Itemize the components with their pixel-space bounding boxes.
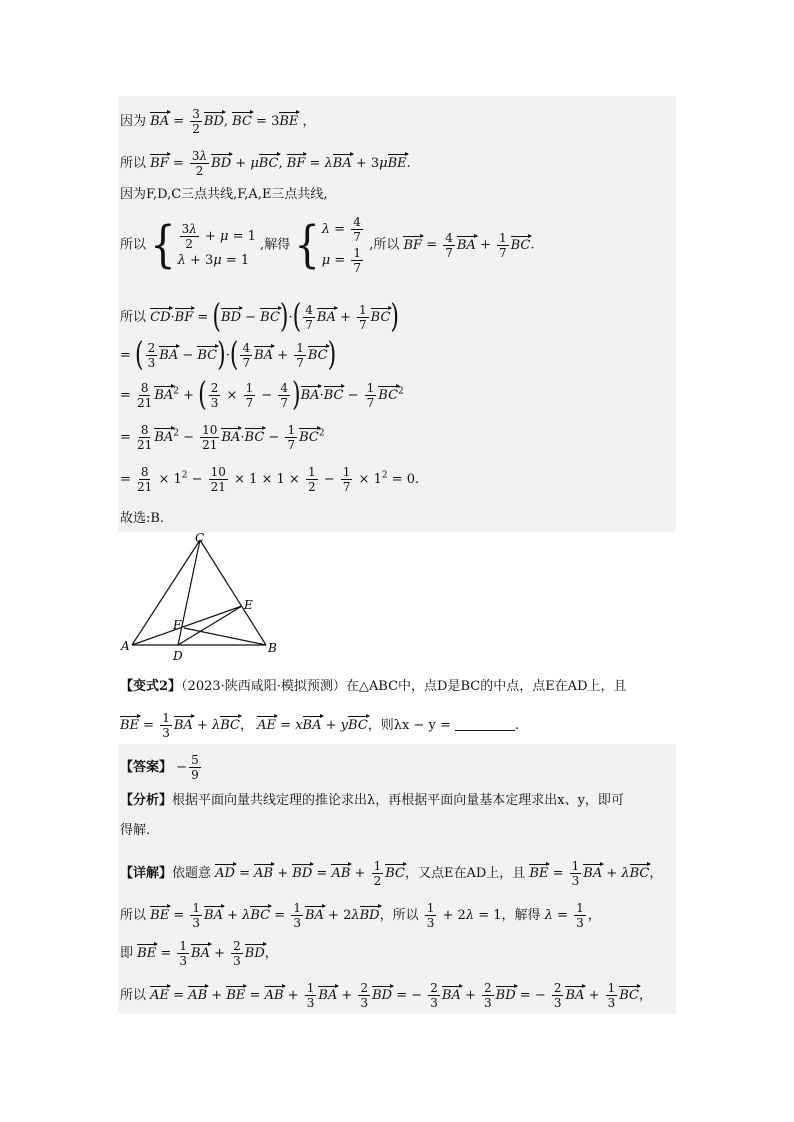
detail-line-2: 所以 BE = $\frac{1}{3}$ BA + λBC = $\frac{1}{3}$ BA + 2λBD，所以 $\frac{1}{3}$ + 2λ = 1，解得 λ = $\frac{1}{3}$ ， bbox=[120, 901, 601, 930]
label-B: B bbox=[268, 641, 277, 655]
label-F: F bbox=[173, 618, 182, 632]
answer-line: 【答案】 − $\frac{5}{9}$ bbox=[120, 753, 199, 782]
line-6: = ( $\frac{2}{3}$ BA − BC)·( $\frac{4}{7}$ BA + $\frac{1}{7}$ BC) bbox=[120, 336, 337, 374]
line-9: = $\frac{8}{21}$ × $1^2$ − $\frac{10}{21}$ × 1 × 1 × $\frac{1}{2}$ − $\frac{1}{7}$ × $1^2 = 0$. bbox=[120, 465, 420, 494]
line-4: 所以 { $\frac{3\lambda}{2}$ + μ = 1 λ + 3μ = 1 ,解得 { λ = $\frac{4}{7}$ μ = $\frac{1}{7}$ ,所以 BF = $\frac{4}{7}$ BA + $\frac{1}{7}$ BC. bbox=[120, 215, 535, 275]
variant-question-2: BE = $\frac{1}{3}$ BA + λBC， AE = xBA + yBC，则λx − y = . bbox=[120, 711, 520, 740]
label-E: E bbox=[244, 598, 253, 612]
detail-line-4: 所以 AE = AB + BE = AB + $\frac{1}{3}$ BA + $\frac{2}{3}$ BD = − $\frac{2}{3}$ BA + $\frac{2}{3}$ BD = − $\frac{2}{3}$ BA + $\frac{1}{3}$ BC， bbox=[120, 981, 653, 1010]
choice-line: 故选:B. bbox=[120, 511, 165, 526]
line-3: 因为F,D,C三点共线,F,A,E三点共线, bbox=[120, 187, 328, 202]
triangle-diagram bbox=[118, 530, 298, 662]
label-C: C bbox=[195, 531, 205, 545]
variant-question-1: 【变式2】（2023·陕西咸阳·模拟预测）在△ABC中，点D是BC的中点，点E在AD上，且 bbox=[120, 679, 627, 694]
answer-blank bbox=[455, 730, 515, 731]
analysis-line-1: 【分析】根据平面向量共线定理的推论求出λ，再根据平面向量基本定理求出x、y，即可 bbox=[120, 793, 624, 808]
line-1: 因为 BA = $\frac{3}{2}$ BD, BC = 3BE ， bbox=[120, 107, 316, 136]
analysis-line-2: 得解. bbox=[120, 823, 151, 838]
line-8: = $\frac{8}{21}$ $BA^2$ − $\frac{10}{21}$ BA·BC − $\frac{1}{7}$ $BC^2$ bbox=[120, 423, 325, 452]
detail-line-1: 【详解】依题意 AD = AB + BD = AB + $\frac{1}{2}$ BC，又点E在AD上，且 BE = $\frac{1}{3}$ BA + λBC， bbox=[120, 859, 663, 888]
label-D: D bbox=[173, 649, 183, 662]
line-7: = $\frac{8}{21}$ $BA^2$ + ( $\frac{2}{3}$ × $\frac{1}{7}$ − $\frac{4}{7}$ )BA·BC − $\frac{1}{7}$ $BC^2$ bbox=[120, 376, 404, 414]
line-2: 所以 BF = $\frac{3\lambda}{2}$ BD + μBC, BF = λBA + 3μBE. bbox=[120, 149, 411, 178]
label-A: A bbox=[121, 639, 130, 653]
detail-line-3: 即 BE = $\frac{1}{3}$ BA + $\frac{2}{3}$ BD， bbox=[120, 939, 278, 968]
line-5: 所以 CD·BF = (BD − BC)·( $\frac{4}{7}$ BA + $\frac{1}{7}$ BC) bbox=[120, 298, 399, 336]
